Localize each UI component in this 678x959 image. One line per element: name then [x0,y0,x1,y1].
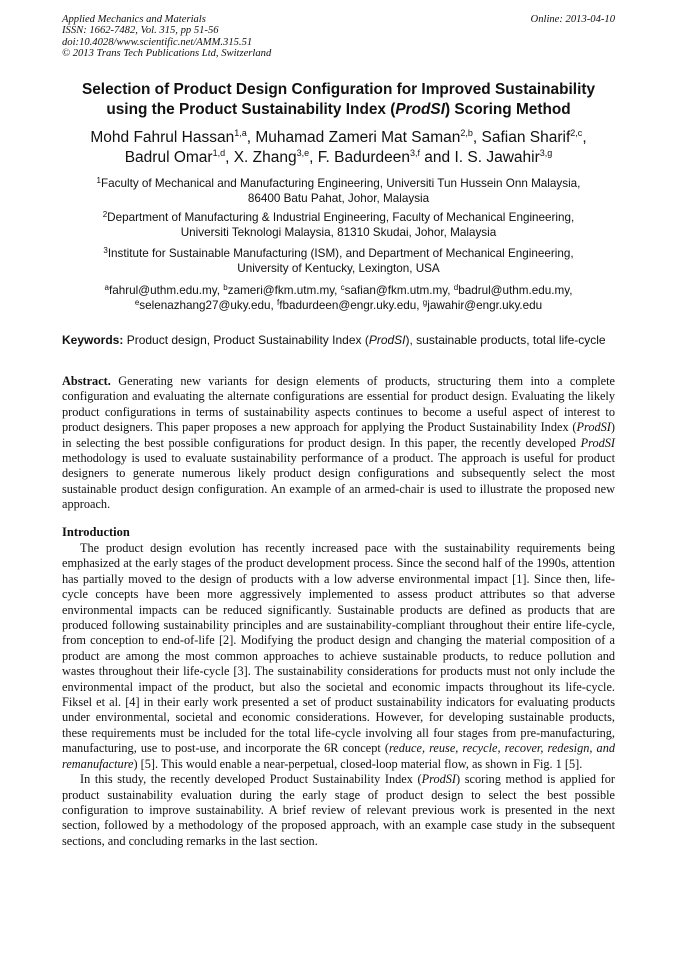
online-date: Online: 2013-04-10 [530,14,615,25]
intro-paragraph-1 [62,541,615,772]
author-name: Muhamad Zameri Mat Saman [255,129,461,146]
intro-text: In this study, the recently developed Product Sustainability Index ( [80,772,422,787]
keywords-text: ), sustainable products, total life-cycle [405,333,606,347]
affiliation-line: 86400 Batu Pahat, Johor, Malaysia [247,192,430,206]
author-name: I. S. Jawahir [454,149,540,166]
abstract-text: ) in selecting the best possible configurations for product design. In this paper, the recently developed [62,420,615,450]
journal-name: Applied Mechanics and Materials [62,14,206,25]
author-sep: , [309,149,318,166]
abstract-emphasis: ProdSI [580,435,615,450]
keywords-section [62,333,615,348]
intro-emphasis: ProdSI [421,772,456,787]
author-line-1 [62,128,615,148]
author-sep: , [246,129,256,146]
abstract-paragraph [62,374,615,513]
email-address[interactable]: selenazhang27@uky.edu, [139,299,277,313]
keywords-emphasis: ProdSI [368,333,406,347]
author-name: Badrul Omar [124,149,213,166]
introduction-heading: Introduction [62,525,130,539]
author-name: F. Badurdeen [317,149,410,166]
abstract-emphasis: ProdSI [576,420,611,435]
affiliation-num: 1 [96,176,101,185]
author-sup: 2,b [460,128,473,138]
email-line-2 [62,298,615,313]
affiliation-line: Universiti Teknologi Malaysia, 81310 Skudai, Johor, Malaysia [180,226,497,240]
keywords-label: Keywords: [62,333,124,347]
affiliation-2 [62,210,615,241]
email-sup: g [422,298,428,308]
abstract-section [62,374,615,513]
author-name: X. Zhang [233,149,297,166]
title-text: using the Product Sustainability Index ( [106,100,396,118]
email-sup: a [104,283,109,292]
email-address[interactable]: fahrul@uthm.edu.my, [108,284,224,297]
affiliation-line: University of Kentucky, Lexington, USA [237,262,440,276]
abstract-text: Generating new variants for design elements of products, structuring them into a complete configuration and evaluating the alternate configurations are essential for product design. Evaluating the likely product configurations in terms of sustainability aspects continues to become a useful aspect of interest to product designers. This paper proposes a new approach for applying the Product Sustainability Index ( [62,374,615,435]
email-line-1 [62,283,615,298]
author-sup: 3,e [296,148,310,158]
affiliation-num: 3 [103,246,108,255]
intro-text: The product design evolution has recently increased pace with the sustainability requirements being emphasized at the early stages of the product development process. Since the second half of the 1990s, attention has partially moved to the design of products with a low adverse environmental impact [1]. Since then, life-cycle concepts have been more aggressively implemented to assess product attributes so that adverse environmental impacts can be reduced significantly. Sustainable products are defined as products that are produced following sustainability principles and are sustainability-compliant throughout their entire life-cycle, from conception to end-of-life [2]. Modifying the product design and changing the material composition of a product are among the most common approaches to achieve sustainable products, to reduce pollution and wastes throughout their life-cycle [3]. The sustainability considerations for products must not only include the environmental impact of the product, but also the societal and economic impacts throughout its life-cycle. Fiksel et al. [4] in their early work presented a set of product sustainability indicators for evaluating products under environmental, societal and economic considerations. However, for developing sustainable products, these requirements must be included for the total life-cycle involving all four stages from pre-manufacturing, manufacturing, use to post-use, and incorporate the 6R concept ( [62,541,615,756]
affiliation-num: 2 [102,210,108,219]
author-line-2 [62,148,615,168]
email-sup: c [340,283,345,292]
journal-header [62,14,615,60]
intro-emphasis: reduce, reuse, recycle, recover, redesign, and remanufacture [62,741,615,771]
email-address[interactable]: safian@fkm.utm.my, [344,284,454,297]
doi-line: doi:10.4028/www.scientific.net/AMM.315.51 [62,36,253,48]
keywords-text: Product design, Product Sustainability Index ( [123,333,369,347]
author-name: Safian Sharif [481,129,571,146]
issn-line: ISSN: 1662-7482, Vol. 315, pp 51-56 [62,25,219,37]
affiliation-line [62,246,615,261]
abstract-text: methodology is used to evaluate sustainability performance of a product. The approach is useful for product designers to generate numerous likely product design configurations and subsequently select the most sustainable product design configuration. An example of an armed-chair is used to illustrate the proposed new approach. [62,451,615,512]
paper-title [62,80,615,119]
email-address[interactable]: fbadurdeen@engr.uky.edu, [279,299,423,313]
intro-paragraph-2 [62,772,615,849]
author-sep: , [225,149,234,166]
affiliation-line [62,210,615,225]
author-sup: 2,c [570,128,583,138]
email-sup: d [453,283,459,292]
author-sup: 1,a [234,128,247,138]
copyright-line: © 2013 Trans Tech Publications Ltd, Switzerland [62,48,272,60]
author-sep: , [472,129,482,146]
author-sup: 3,f [409,148,420,158]
affiliation-text: Faculty of Mechanical and Manufacturing Engineering, Universiti Tun Hussein Onn Malaysia, [101,177,581,190]
intro-text: ) [5]. This would enable a near-perpetual, closed-loop material flow, as shown in Fig. 1 [5]. [133,756,583,771]
affiliation-line [62,176,615,191]
author-name: Mohd Fahrul Hassan [90,129,235,146]
author-sep: , [582,129,587,146]
author-sep: and [420,149,455,166]
email-list [62,283,615,314]
email-address[interactable]: zameri@fkm.utm.my, [227,284,341,297]
abstract-label: Abstract. [62,374,111,388]
email-address[interactable]: jawahir@engr.uky.edu [427,299,543,313]
email-sup: b [223,283,228,292]
author-sup: 3,g [539,148,553,158]
author-sup: 1,d [212,148,226,158]
title-emphasis: ProdSI [395,100,445,118]
intro-text: ) scoring method is applied for product sustainability evaluation during the early stage of product design to select the best possible configuration to improve sustainability. A brief review of relevant previous work is presented in the next section, followed by a methodology of the proposed approach, with an example case study in the subsequent sections, and concluding remarks in the last section. [62,772,615,848]
affiliation-text: Department of Manufacturing & Industrial Engineering, Faculty of Mechanical Engineering, [107,211,575,224]
title-line-1: Selection of Product Design Configuration for Improved Sustainability [81,81,596,98]
email-sup: e [134,298,140,308]
affiliation-1 [62,176,615,207]
email-sup: f [276,298,280,308]
email-address[interactable]: badrul@uthm.edu.my, [458,284,573,297]
affiliation-text: Institute for Sustainable Manufacturing (ISM), and Department of Mechanical Engineering, [107,247,574,260]
title-text: ) Scoring Method [444,100,571,118]
title-line-2 [62,100,615,120]
author-list [62,128,615,168]
introduction-section [62,541,615,849]
affiliation-3 [62,246,615,277]
